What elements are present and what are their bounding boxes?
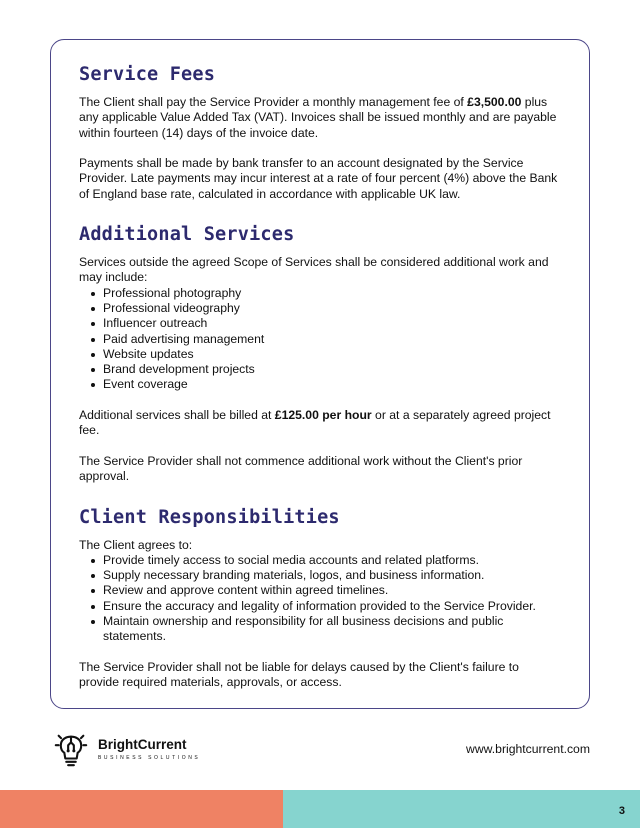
brand-name: BrightCurrent xyxy=(98,737,187,752)
billing-text-before: Additional services shall be billed at xyxy=(79,408,275,423)
list-item: Event coverage xyxy=(103,377,561,392)
brand-tagline: BUSINESS SOLUTIONS xyxy=(98,755,201,761)
fee-text-after: plus any applicable Value Added Tax (VAT). Invoices shall be issued monthly and are payable within fourteen (14) days of the invoice date. xyxy=(79,95,557,140)
section-title-service-fees: Service Fees xyxy=(79,64,216,85)
page-number: 3 xyxy=(618,805,625,817)
list-item: Review and approve content within agreed timelines. xyxy=(103,583,561,598)
list-item: Brand development projects xyxy=(103,362,561,377)
lightbulb-circuit-icon xyxy=(52,730,90,768)
additional-services-intro: Services outside the agreed Scope of Services shall be considered additional work and may include: xyxy=(79,255,549,285)
hourly-rate: £125.00 per hour xyxy=(274,408,372,423)
list-item: Paid advertising management xyxy=(103,332,561,347)
list-item: Ensure the accuracy and legality of information provided to the Service Provider. xyxy=(103,599,561,614)
list-item: Provide timely access to social media accounts and related platforms. xyxy=(103,553,561,568)
content-card xyxy=(50,39,590,709)
list-item: Supply necessary branding materials, logos, and business information. xyxy=(103,568,561,583)
billing-text-after: or at a separately agreed project fee. xyxy=(79,408,551,438)
list-item: Professional photography xyxy=(103,286,561,301)
fee-text-before: The Client shall pay the Service Provider a monthly management fee of xyxy=(79,95,468,109)
client-responsibilities-list xyxy=(79,553,561,645)
list-item: Influencer outreach xyxy=(103,316,561,331)
website-url: www.brightcurrent.com xyxy=(466,742,590,756)
additional-services-list xyxy=(79,286,561,393)
approval-paragraph: The Service Provider shall not commence additional work without the Client's prior approval. xyxy=(79,453,523,484)
footer-band-teal xyxy=(283,790,640,828)
section-title-additional-services: Additional Services xyxy=(79,224,295,246)
billing-rate-paragraph xyxy=(79,408,561,439)
service-fees-paragraph-2: Payments shall be made by bank transfer to an account designated by the Service Provider. Late payments may incur interest at a rate of four percent (4%) above the Bank of England base rate, calculated in accordance with applicable UK law. xyxy=(79,156,558,201)
client-responsibilities-intro: The Client agrees to: xyxy=(79,537,193,552)
footer-band-orange xyxy=(0,790,283,828)
list-item: Maintain ownership and responsibility for all business decisions and public statements. xyxy=(103,614,561,645)
brand-logo xyxy=(52,730,200,768)
section-title-client-responsibilities: Client Responsibilities xyxy=(79,506,340,528)
list-item: Professional videography xyxy=(103,301,561,316)
list-item: Website updates xyxy=(103,347,561,362)
service-fees-paragraph-1 xyxy=(79,95,561,141)
monthly-fee-amount: £3,500.00 xyxy=(467,95,522,109)
liability-paragraph: The Service Provider shall not be liable for delays caused by the Client's failure to provide required materials, approvals, or access. xyxy=(79,659,519,690)
